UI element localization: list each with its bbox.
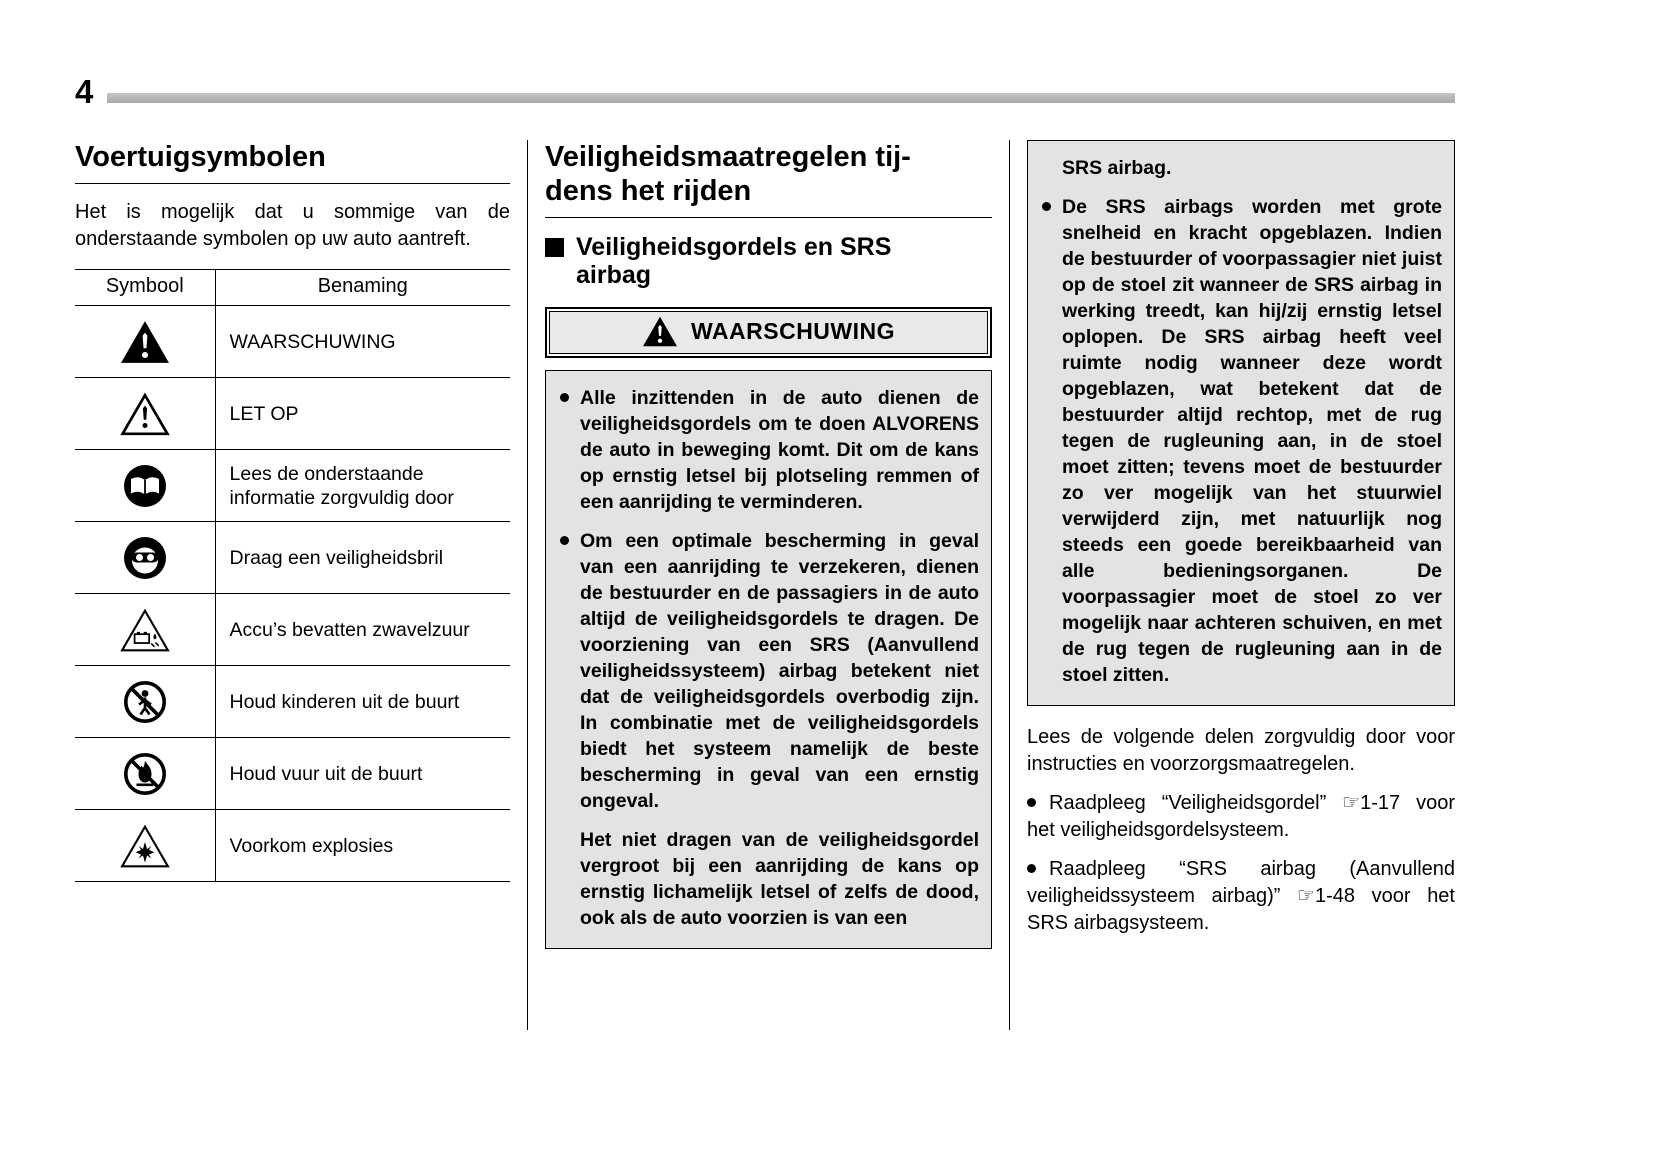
column-divider [1009,140,1010,1030]
warning-filled-icon [120,320,170,364]
warning-item-continuation [558,827,979,931]
table-row [75,594,510,666]
no-fire-icon [123,752,167,796]
bullet-icon [1027,798,1036,807]
table-row [75,306,510,378]
battery-acid-icon [120,608,170,652]
table-row [75,666,510,738]
warning-item [558,528,979,814]
column-divider [527,140,528,1030]
subsection-title-veiligheidsgordels: Veiligheidsgordels en SRS airbag [545,233,992,289]
warning-item [1040,194,1442,688]
warning-text: SRS airbag. [1062,157,1172,179]
warning-triangle-icon [642,316,678,347]
header-rule [107,93,1455,103]
table-row [75,810,510,882]
warning-item [558,385,979,515]
table-header-row [75,270,510,306]
warning-box-continued [1027,140,1455,706]
symbol-label: Accu’s bevatten zwavelzuur [215,594,510,666]
title-line: dens het rijden [545,175,752,207]
symbol-label: Voorkom explosies [215,810,510,882]
warning-header-box [545,307,992,358]
middle-column [545,140,992,1030]
symbol-label: Houd kinderen uit de buurt [215,666,510,738]
warning-text: De SRS airbags worden met grote snelheid en kracht opgeblazen. Indien de bestuurder of voorpassagier niet juist op de stoel zit wanneer de SRS airbag in werking treedt, kan hij/zij ernstig letsel oplopen. De SRS airbag heeft veel ruimte nodig wanneer deze wordt opgeblazen, wat betekent dat de bestuurder altijd rechtop, met de rug tegen de rugleuning aan, in de stoel moet zitten; tevens moet de bestuurder zo ver mogelijk van het stuurwiel verwijderd zijn, met natuurlijk nog steeds een goede bereikbaarheid van alle bedieningsorganen. De voorpassagier moet de stoel zo ver mogelijk naar achteren schuiven, en met de rug tegen de rugleuning aan in de stoel zitten. [1062,196,1442,686]
symbol-label: Houd vuur uit de buurt [215,738,510,810]
read-information-icon [123,464,167,508]
table-header-benaming: Benaming [215,270,510,306]
table-header-symbool: Symbool [75,270,215,306]
warning-text: Alle inzittenden in de auto dienen de veiligheidsgordels om te doen ALVORENS de auto in beweging komt. Dit om de kans op ernstig letsel bij plotseling remmen of een aanrijding te verminderen. [580,387,979,513]
caution-outline-icon [120,392,170,436]
content-columns [75,140,1455,1030]
symbol-label: WAARSCHUWING [215,306,510,378]
section-title-veiligheidsmaatregelen [545,140,992,218]
page-header [75,70,1455,110]
black-square-marker [545,238,564,257]
symbol-label: Draag een veiligheidsbril [215,522,510,594]
warning-header-label: WAARSCHUWING [690,318,896,344]
outro-paragraph: Lees de volgende delen zorgvuldig door voor instructies en voorzorgsmaatregelen. [1027,726,1455,775]
reference-item [1027,856,1455,937]
symbol-table [75,269,510,882]
symbol-label: Lees de onderstaande informatie zorgvuldig door [215,450,510,522]
table-row [75,378,510,450]
reference-text: Raadpleeg “SRS airbag (Aanvullend veiligheidssysteem airbag)” ☞1-48 voor het SRS airbagsysteem. [1027,858,1455,934]
warning-box [545,370,992,949]
bullet-icon [560,393,569,402]
reference-text: Raadpleeg “Veiligheidsgordel” ☞1-17 voor het veiligheidsgordelsysteem. [1027,792,1455,841]
title-line: Veiligheidsmaatregelen tij- [545,141,911,173]
table-row [75,738,510,810]
left-column [75,140,510,1030]
warning-text: Het niet dragen van de veiligheidsgordel vergroot bij een aanrijding de kans op ernstig lichamelijk letsel of zelfs de dood, ook als de auto voorzien is van een [580,829,979,929]
safety-goggles-icon [123,536,167,580]
page-number: 4 [75,73,94,110]
warning-item-continuation [1040,155,1442,181]
reference-item [1027,790,1455,844]
table-row [75,450,510,522]
section-title-voertuigsymbolen: Voertuigsymbolen [75,140,510,184]
table-row [75,522,510,594]
keep-children-away-icon [123,680,167,724]
right-column [1027,140,1455,1030]
explosion-hazard-icon [120,824,170,868]
warning-text: Om een optimale bescherming in geval van een aanrijding te verzekeren, dienen de bestuurder en de passagiers in de auto altijd de veiligheidsgordels te dragen. De voorziening van een SRS (Aanvullend veiligheidssysteem) airbag betekent niet dat de veiligheidsgordels overbodig zijn. In combinatie met de veiligheidsgordels biedt het systeem namelijk de beste bescherming in geval van een ernstig ongeval. [580,530,979,812]
bullet-icon [1042,202,1051,211]
intro-paragraph: Het is mogelijk dat u sommige van de onderstaande symbolen op uw auto aantreft. [75,201,510,250]
bullet-icon [560,536,569,545]
bullet-icon [1027,864,1036,873]
symbol-label: LET OP [215,378,510,450]
